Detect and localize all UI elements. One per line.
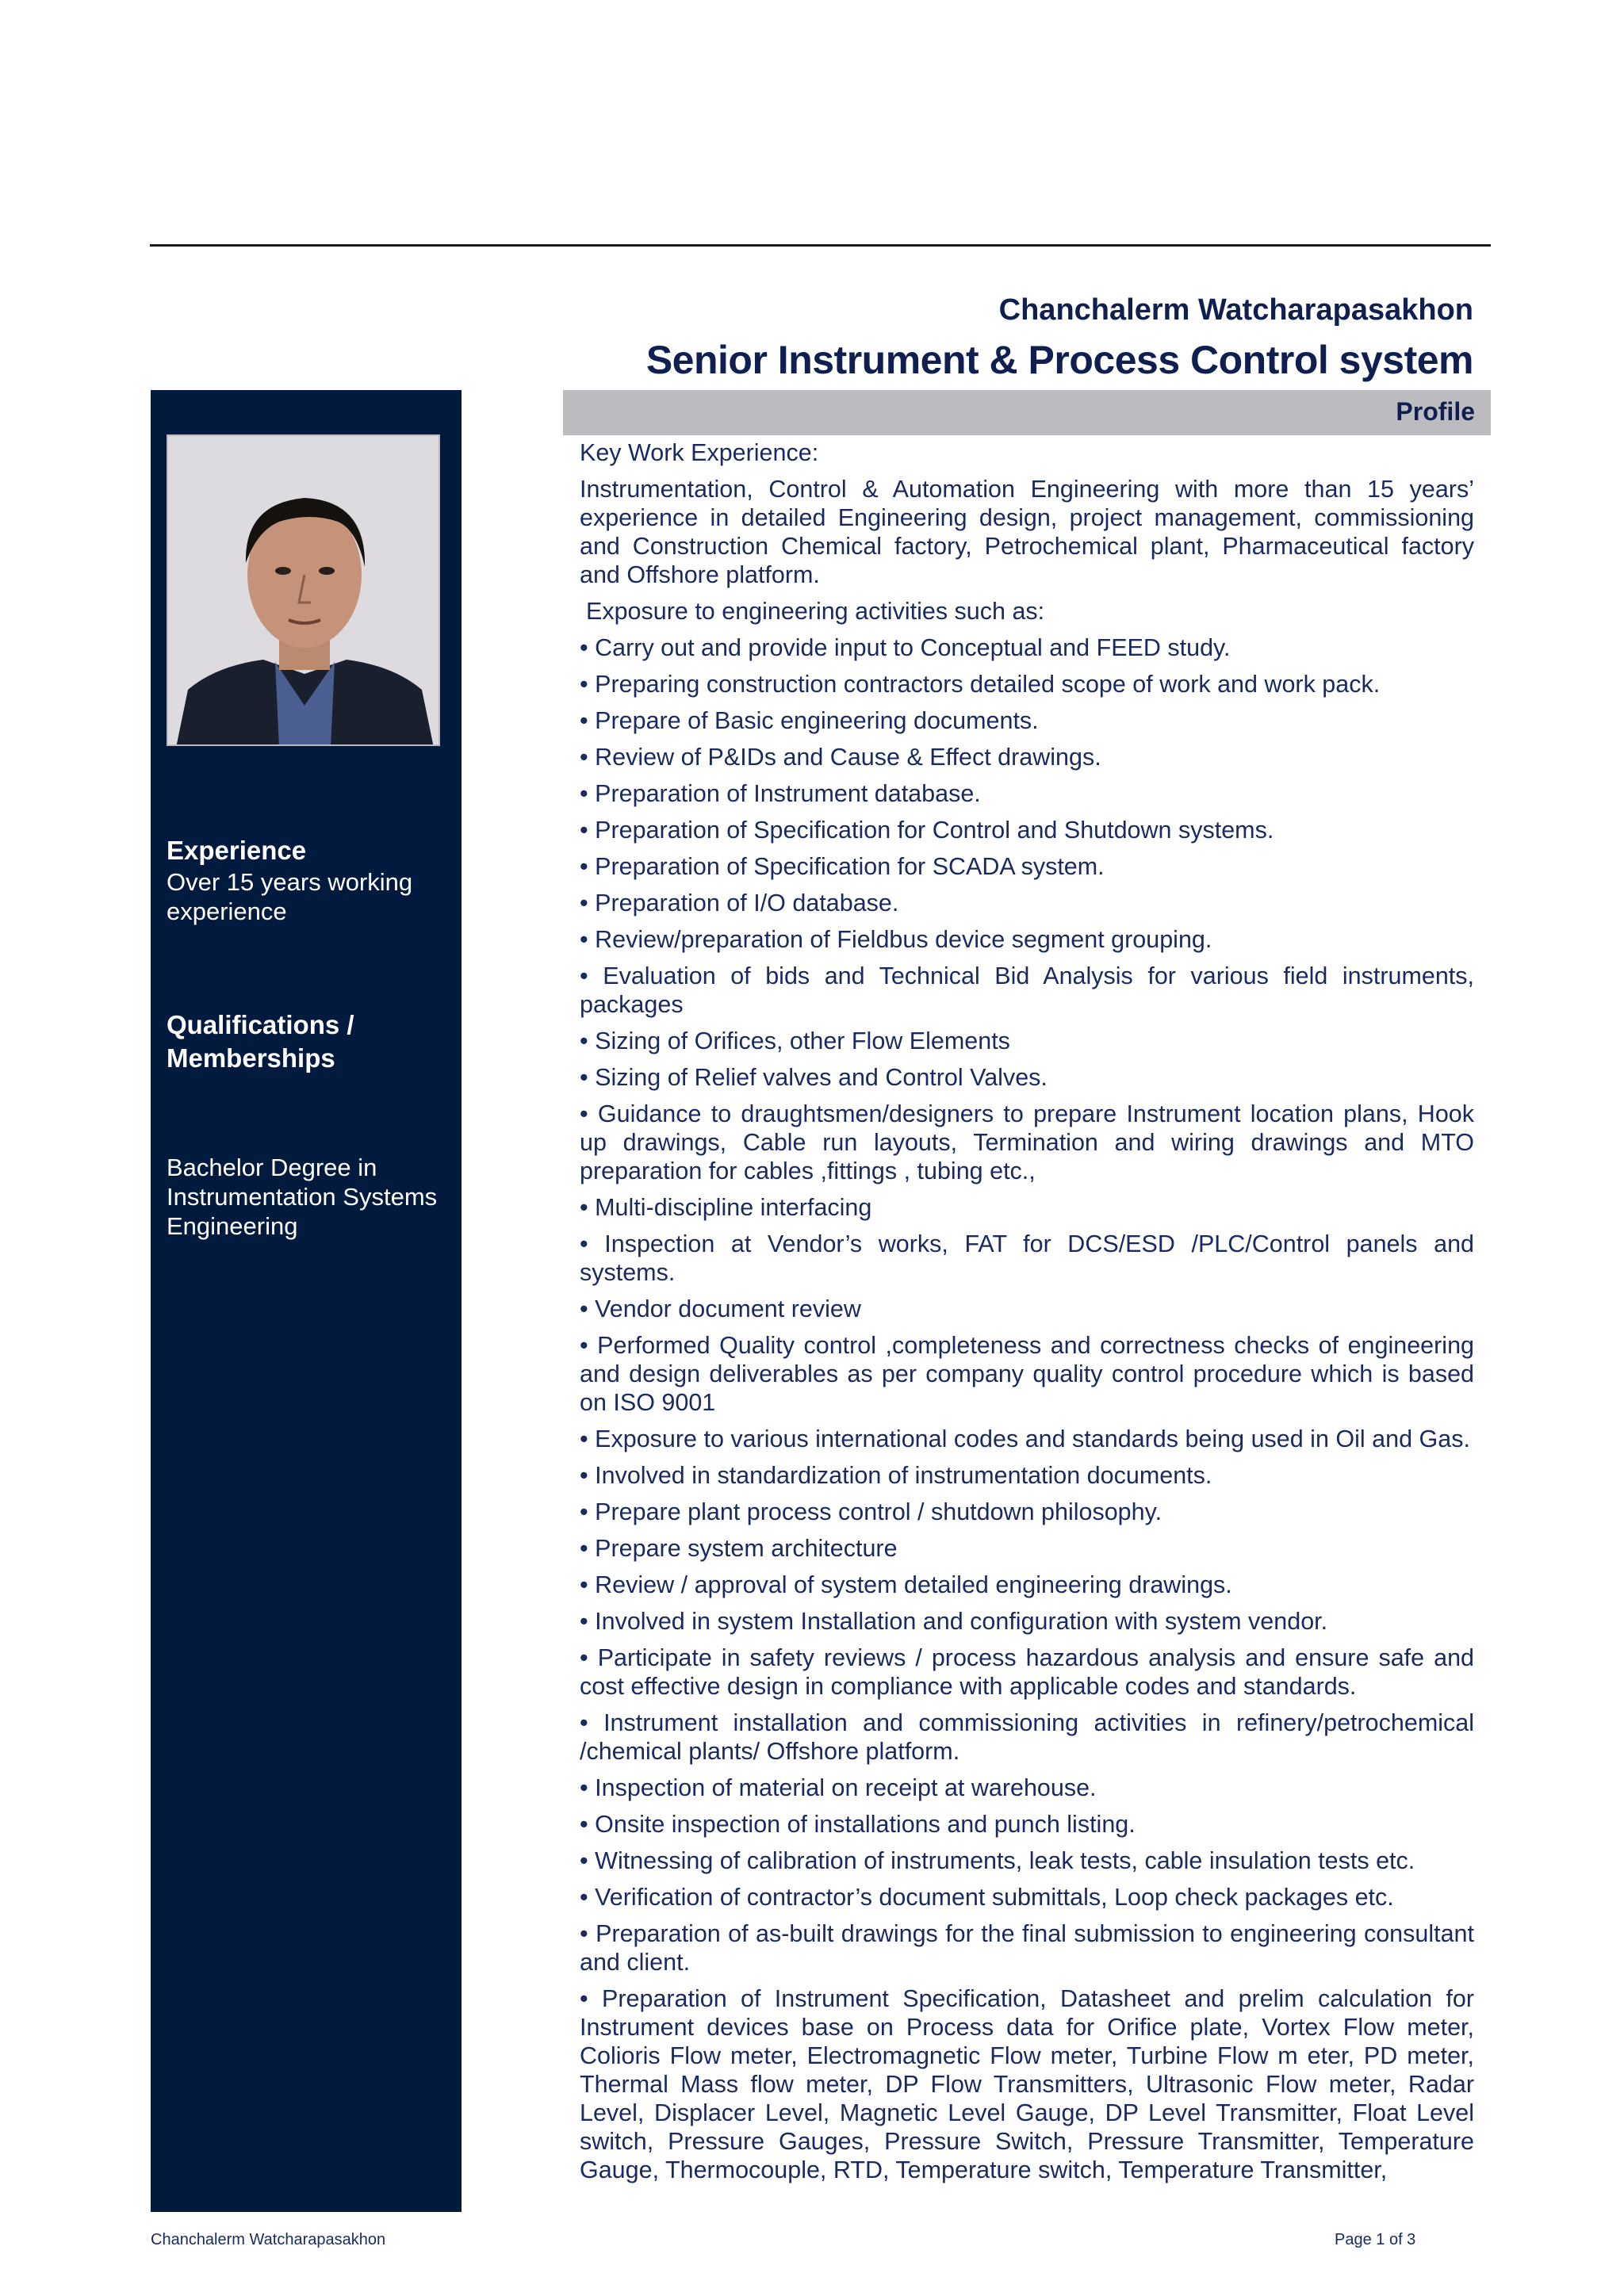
list-item: • Prepare system architecture — [580, 1535, 898, 1562]
profile-label: Profile — [1396, 397, 1475, 426]
list-item: • Performed Quality control ,completeness and correctness checks of engineering and design deliverables as per company quality control procedure which is based on ISO 9001 — [580, 1332, 1474, 1416]
list-item: • Prepare plant process control / shutdown philosophy. — [580, 1498, 1162, 1525]
list-item: • Evaluation of bids and Technical Bid Analysis for various field instruments, packages — [580, 962, 1474, 1018]
list-item: • Prepare of Basic engineering documents. — [580, 707, 1039, 734]
list-item: • Preparing construction contractors detailed scope of work and work pack. — [580, 671, 1381, 698]
qualifications-section — [167, 1008, 452, 1075]
list-item: • Exposure to various international codes and standards being used in Oil and Gas. — [580, 1425, 1470, 1452]
list-item: • Inspection of material on receipt at warehouse. — [580, 1774, 1097, 1801]
list-item: • Carry out and provide input to Conceptual and FEED study. — [580, 634, 1231, 661]
list-item: • Preparation of as-built drawings for the final submission to engineering consultant and client. — [580, 1920, 1474, 1976]
degree-text: Bachelor Degree in Instrumentation Systems Engineering — [167, 1154, 438, 1240]
list-item: • Review/preparation of Fieldbus device segment grouping. — [580, 926, 1212, 953]
list-item: • Vendor document review — [580, 1295, 861, 1322]
list-item: • Sizing of Orifices, other Flow Elements — [580, 1027, 1010, 1054]
profile-photo — [167, 434, 440, 746]
list-item: • Onsite inspection of installations and punch listing. — [580, 1811, 1136, 1838]
list-item: • Participate in safety reviews / process hazardous analysis and ensure safe and cost effective design in compliance with applicable codes and standards. — [580, 1644, 1474, 1700]
list-item: • Preparation of Instrument database. — [580, 780, 981, 807]
experience-heading: Experience — [167, 836, 307, 865]
experience-text: Over 15 years working experience — [167, 868, 413, 925]
list-item: • Preparation of Instrument Specification, Datasheet and prelim calculation for Instrument devices base on Process data for Orifice plate, Vortex Flow meter, Colioris Flow meter, Electromagnetic Flow meter, Turbine Flow m eter, PD meter, Thermal Mass flow meter, DP Flow Transmitters, Ultrasonic Flow meter, Radar Level, Displacer Level, Magnetic Level Gauge, DP Level Transmitter, Float Level switch, Pressure Gauges, Pressure Switch, Pressure Transmitter, Temperature Gauge, Thermocouple, RTD, Temperature switch, Temperature Transmitter, — [580, 1985, 1474, 2183]
list-item: • Verification of contractor’s document submittals, Loop check packages etc. — [580, 1884, 1394, 1911]
candidate-name: Chanchalerm Watcharapasakhon — [998, 293, 1473, 327]
qualifications-heading: Qualifications / Memberships — [167, 1010, 354, 1073]
profile-content — [580, 438, 1474, 2192]
list-item: • Preparation of I/O database. — [580, 890, 899, 916]
list-item: • Review / approval of system detailed engineering drawings. — [580, 1571, 1232, 1598]
list-item: • Preparation of Specification for SCADA system. — [580, 853, 1105, 880]
header-rule — [150, 244, 1491, 247]
intro-paragraph: Instrumentation, Control & Automation Engineering with more than 15 years’ experience in detailed Engineering design, project management, commissioning and Construction Chemical factory, Petrochemical plant, Pharmaceutical factory and Offshore platform. — [580, 476, 1474, 588]
list-item: • Instrument installation and commissioning activities in refinery/petrochemical /chemical plants/ Offshore platform. — [580, 1709, 1474, 1765]
list-item: • Involved in standardization of instrumentation documents. — [580, 1462, 1212, 1489]
footer-name: Chanchalerm Watcharapasakhon — [151, 2231, 386, 2248]
sidebar — [151, 390, 462, 2212]
page-number: Page 1 of 3 — [1335, 2231, 1416, 2248]
list-item: • Guidance to draughtsmen/designers to prepare Instrument location plans, Hook up drawings, Cable run layouts, Termination and wiring drawings and MTO preparation for cables ,fittings , tubing etc., — [580, 1100, 1474, 1184]
list-item: • Involved in system Installation and configuration with system vendor. — [580, 1608, 1328, 1635]
experience-section — [167, 834, 452, 926]
list-item: • Sizing of Relief valves and Control Valves. — [580, 1064, 1048, 1091]
list-item: • Witnessing of calibration of instruments, leak tests, cable insulation tests etc. — [580, 1847, 1415, 1874]
list-item: • Inspection at Vendor’s works, FAT for DCS/ESD /PLC/Control panels and systems. — [580, 1230, 1474, 1286]
job-title: Senior Instrument & Process Control system — [645, 338, 1473, 382]
degree-section — [167, 1153, 452, 1241]
portrait-image — [168, 436, 440, 746]
key-work-heading: Key Work Experience: — [580, 439, 819, 466]
list-item: • Multi-discipline interfacing — [580, 1194, 872, 1221]
exposure-heading: Exposure to engineering activities such as: — [586, 598, 1045, 625]
profile-section-bar — [563, 390, 1491, 435]
list-item: • Preparation of Specification for Control and Shutdown systems. — [580, 817, 1274, 844]
list-item: • Review of P&IDs and Cause & Effect drawings. — [580, 744, 1101, 771]
